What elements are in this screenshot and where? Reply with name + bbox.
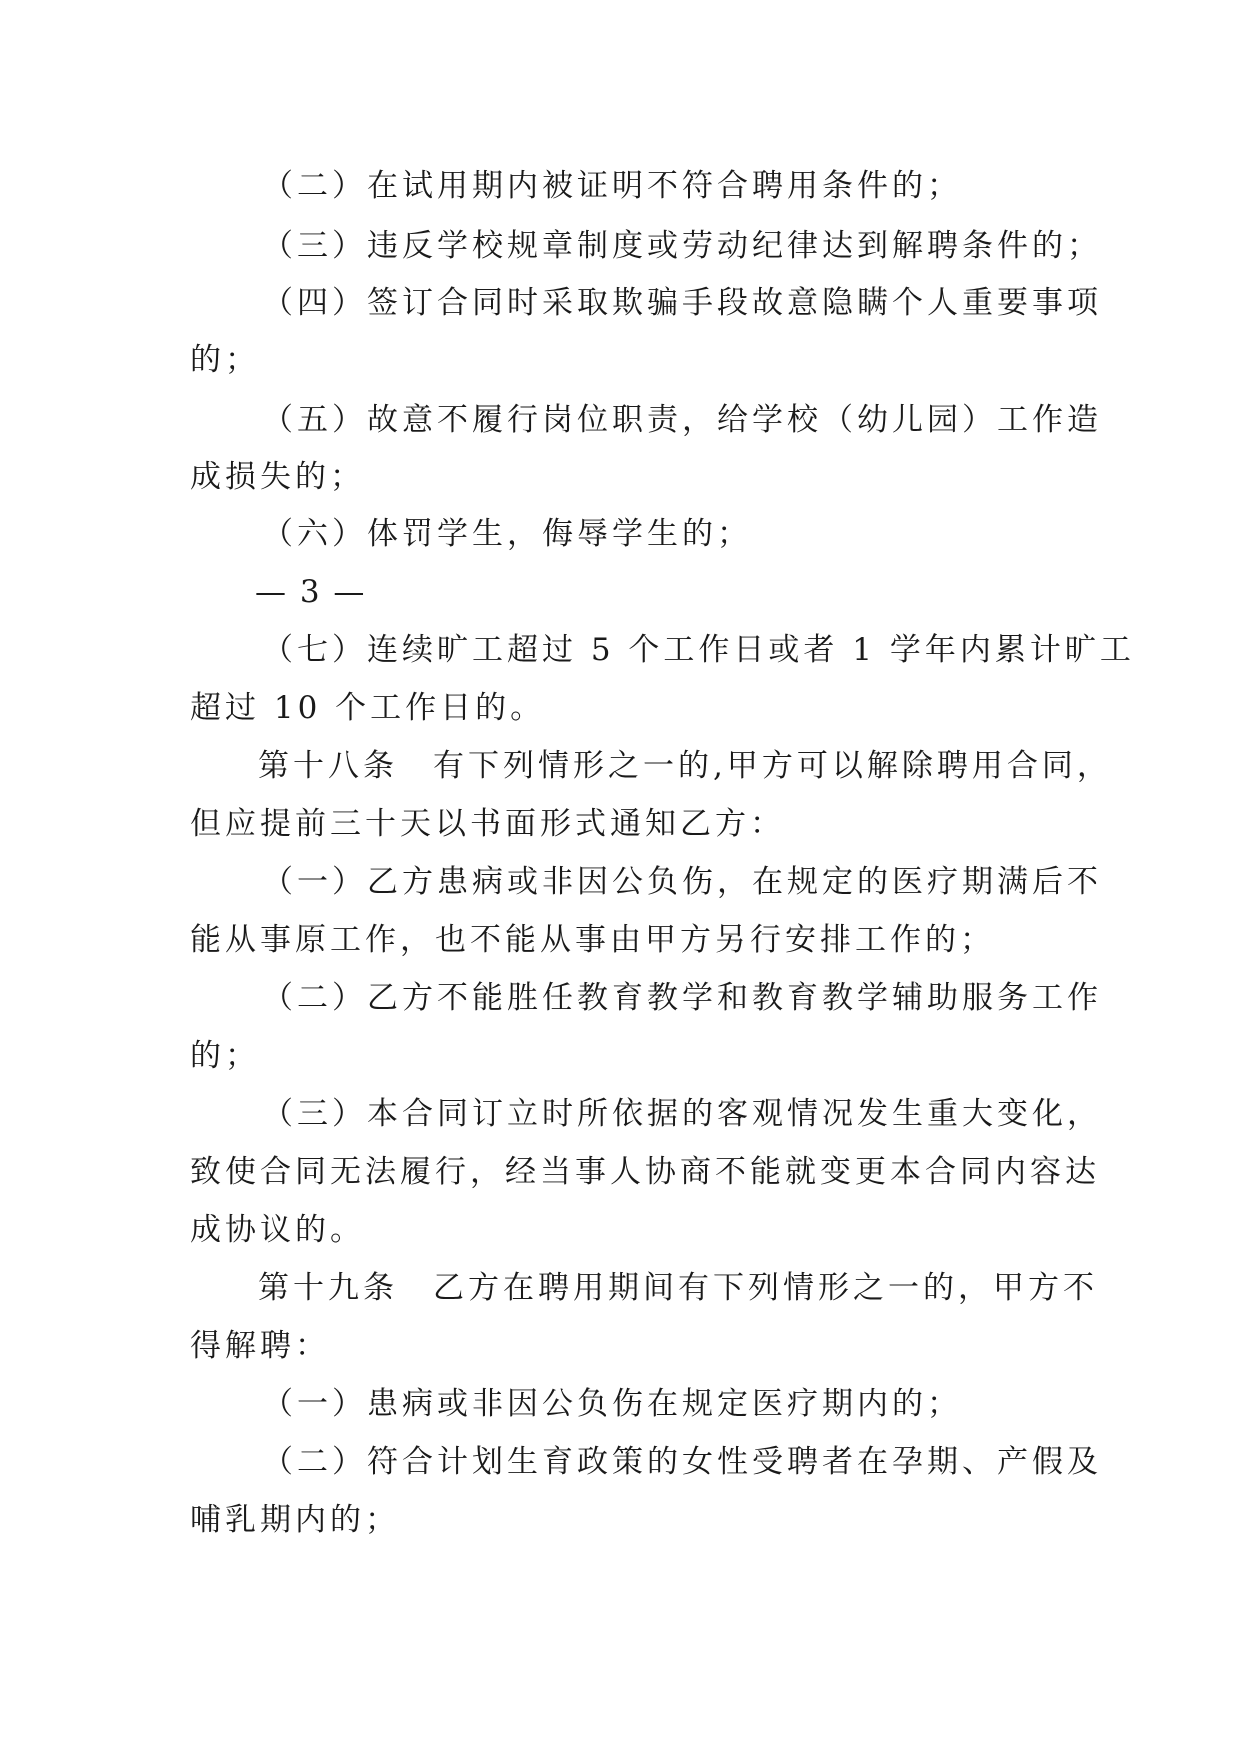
text-line: （二）符合计划生育政策的女性受聘者在孕期、产假及 [262,1444,1102,1480]
text-line: 的； [190,1038,260,1074]
text-line: 能从事原工作，也不能从事由甲方另行安排工作的； [190,922,995,958]
page-number: — 3 — [255,574,367,610]
text-line: 成协议的。 [190,1212,365,1248]
article-heading-line: 第十八条 有下列情形之一的,甲方可以解除聘用合同， [258,748,1112,784]
article-heading-line: 第十九条 乙方在聘用期间有下列情形之一的，甲方不 [258,1270,1098,1306]
text-line: （三）本合同订立时所依据的客观情况发生重大变化， [262,1096,1102,1132]
text-line: （三）违反学校规章制度或劳动纪律达到解聘条件的； [262,228,1102,264]
text-line: 哺乳期内的； [190,1502,400,1538]
text-line: （五）故意不履行岗位职责，给学校（幼儿园）工作造 [262,402,1102,438]
text-line: （七）连续旷工超过 5 个工作日或者 1 学年内累计旷工 [262,632,1135,668]
text-line: （二）乙方不能胜任教育教学和教育教学辅助服务工作 [262,980,1102,1016]
text-line: （四）签订合同时采取欺骗手段故意隐瞒个人重要事项 [262,285,1102,321]
text-line: （一）乙方患病或非因公负伤，在规定的医疗期满后不 [262,864,1102,900]
text-line: （二）在试用期内被证明不符合聘用条件的； [262,168,962,204]
text-line: 成损失的； [190,459,365,495]
text-line: （一）患病或非因公负伤在规定医疗期内的； [262,1386,962,1422]
text-line: 的； [190,342,260,378]
text-line: 超过 10 个工作日的。 [190,690,546,726]
text-line: 致使合同无法履行，经当事人协商不能就变更本合同内容达 [190,1154,1100,1190]
text-line: （六）体罚学生，侮辱学生的； [262,516,752,552]
text-line: 得解聘： [190,1328,330,1364]
text-line: 但应提前三十天以书面形式通知乙方： [190,806,785,842]
